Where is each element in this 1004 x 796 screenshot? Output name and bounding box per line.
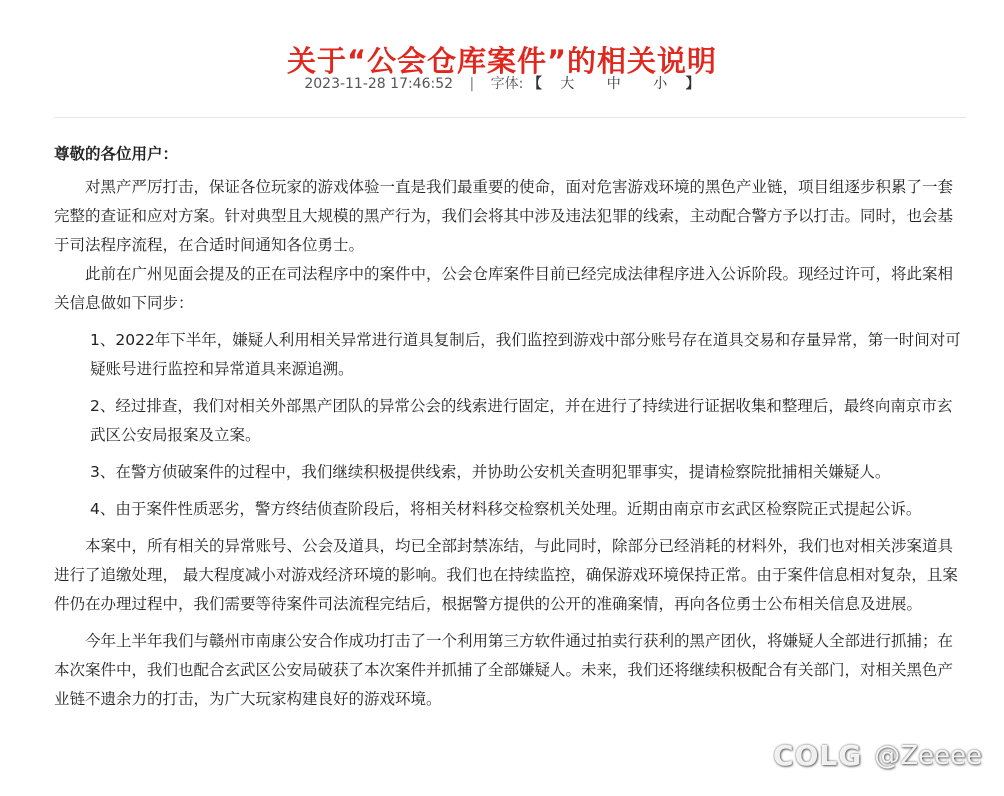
- list-item: 1、2022年下半年，嫌疑人利用相关异常进行道具复制后，我们监控到游戏中部分账号存在道具交易和存量异常，第一时间对可疑账号进行监控和异常道具来源追溯。: [90, 331, 961, 378]
- colg-logo-icon: COLG: [773, 739, 863, 772]
- paragraph: 此前在广州见面会提及的正在司法程序中的案件中，公会仓库案件目前已经完成法律程序进入公诉阶段。现经过许可，将此案相关信息做如下同步：: [54, 265, 954, 312]
- watermark: [773, 739, 982, 772]
- list-item: 4、由于案件性质恶劣，警方终结侦查阶段后，将相关材料移交检察机关处理。近期由南京市玄武区检察院正式提起公诉。: [90, 500, 922, 518]
- paragraph: 本案中，所有相关的异常账号、公会及道具，均已全部封禁冻结，与此同时，除部分已经消耗的材料外，我们也对相关涉案道具进行了追缴处理， 最大程度减小对游戏经济环境的影响。我们也在持续监控，确保游戏环境保持正常。由于案件信息相对复杂，且案件仍在办理过程中，我们需要等待案件司法流程完结后，根据警方提供的公开的准确案情，再向各位勇士公布相关信息及进展。: [54, 537, 958, 613]
- article-meta: [0, 74, 1004, 94]
- paragraph: 对黑产严厉打击，保证各位玩家的游戏体验一直是我们最重要的使命，面对危害游戏环境的黑色产业链，项目组逐步积累了一套完整的查证和应对方案。针对典型且大规模的黑产行为，我们会将其中涉及违法犯罪的线索，主动配合警方予以打击。同时，也会基于司法程序流程，在合适时间通知各位勇士。: [54, 178, 954, 254]
- font-size-medium-button[interactable]: 中: [606, 76, 621, 92]
- font-size-large-button[interactable]: 大: [560, 76, 575, 92]
- list-item: 2、经过排查，我们对相关外部黑产团队的异常公会的线索进行固定，并在进行了持续进行证据收集和整理后，最终向南京市玄武区公安局报案及立案。: [90, 397, 953, 444]
- meta-separator: |: [469, 76, 475, 92]
- bracket-close: 】: [685, 76, 700, 92]
- font-size-label: 字体:: [490, 76, 524, 92]
- publish-datetime: 2023-11-28 17:46:52: [304, 76, 454, 92]
- article-title: 关于“公会仓库案件”的相关说明: [286, 44, 718, 79]
- article-body: [54, 140, 964, 714]
- greeting: 尊敬的各位用户：: [54, 145, 179, 163]
- font-size-small-button[interactable]: 小: [653, 76, 668, 92]
- watermark-handle: @Zeeee: [874, 740, 982, 771]
- bracket-open: 【: [527, 76, 542, 92]
- divider: [54, 117, 966, 118]
- list-item: 3、在警方侦破案件的过程中，我们继续积极提供线索，并协助公安机关查明犯罪事实，提请检察院批捕相关嫌疑人。: [90, 463, 891, 481]
- paragraph: 今年上半年我们与赣州市南康公安合作成功打击了一个利用第三方软件通过拍卖行获利的黑产团伙，将嫌疑人全部进行抓捕；在本次案件中，我们也配合玄武区公安局破获了本次案件并抓捕了全部嫌疑人。未来，我们还将继续积极配合有关部门，对相关黑色产业链不遗余力的打击，为广大玩家构建良好的游戏环境。: [54, 632, 954, 708]
